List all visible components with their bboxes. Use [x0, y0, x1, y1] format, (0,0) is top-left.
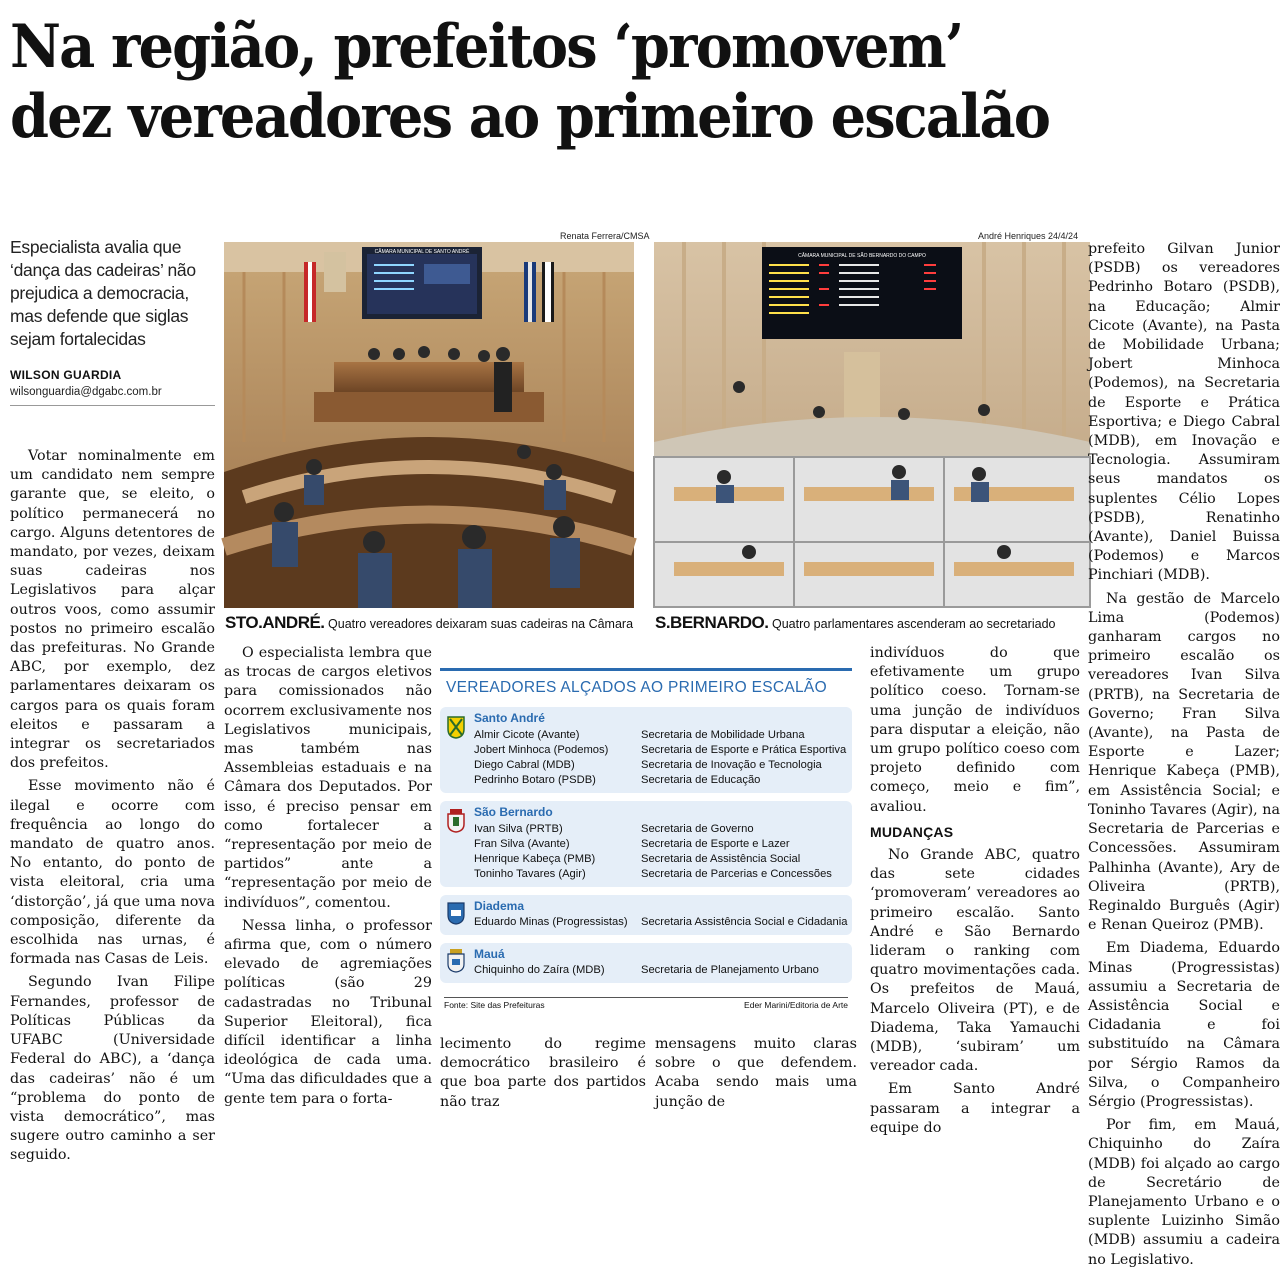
vereador-name: Ivan Silva (PRTB)	[474, 823, 563, 835]
vereador-name: Chiquinho do Zaíra (MDB)	[474, 964, 605, 976]
paragraph: Nessa linha, o professor afirma que, com o número elevado de agremiações políticas (são 29 cadastradas no Tribunal Superior Eleitoral), fica difícil identificar a linha ideológica de cada uma. “Uma das dificuldades que a gente tem para o forta-	[224, 917, 432, 1107]
city-box-santo-andre	[440, 707, 852, 793]
photo-caption-santo-andre	[225, 613, 633, 633]
secretaria: Secretaria de Educação	[641, 774, 761, 786]
caption-city: STO.ANDRÉ.	[225, 613, 325, 632]
article-column-2	[224, 644, 432, 1113]
paragraph: No Grande ABC, quatro das sete cidades ‘promoveram’ vereadores ao primeiro escalão. Santo André e São Bernardo lideram o ranking com quatro movimentações cada. Os prefeitos de Mauá, Marcelo Oliveira (PT), e de Diadema, Taka Yamauchi (MDB), ‘subiram’ um vereador cada.	[870, 847, 1080, 1075]
vereador-name: Henrique Kabeça (PMB)	[474, 853, 596, 865]
divider	[10, 405, 215, 406]
photo-santo-andre	[224, 242, 634, 608]
chamber-photo-illustration	[224, 242, 634, 608]
infographic-art-credit: Eder Marini/Editoria de Arte	[744, 1000, 848, 1010]
city-box-sao-bernardo	[440, 801, 852, 887]
city-box-diadema	[440, 895, 852, 935]
secretaria: Secretaria de Inovação e Tecnologia	[641, 759, 822, 771]
screen-title: CÂMARA MUNICIPAL DE SÃO BERNARDO DO CAMPO	[798, 253, 926, 259]
article-column-3	[440, 1035, 646, 1116]
paragraph: Esse movimento não é ilegal e ocorre com frequência ao longo do mandato de quatro anos. No entanto, do ponto de vista eleitoral, cria uma ‘distorção’, já que uma nova composição, diferente da escolhida nas urnas, é formada nas Casas de Leis.	[10, 778, 215, 968]
article-column-4	[655, 1035, 857, 1116]
headline-line-1: Na região, prefeitos ‘promovem’	[10, 12, 963, 82]
infographic-title: VEREADORES ALÇADOS AO PRIMEIRO ESCALÃO	[446, 679, 827, 696]
secretaria: Secretaria de Governo	[641, 823, 754, 835]
photo-caption-sao-bernardo	[655, 613, 1055, 633]
city-name: São Bernardo	[474, 805, 553, 819]
caption-text: Quatro vereadores deixaram suas cadeiras na Câmara	[324, 617, 634, 631]
caption-city: S.BERNARDO.	[655, 613, 769, 632]
paragraph: indivíduos do que efetivamente um grupo político coeso. Tornam-se uma junção de indivíduos para disputar a eleição, não um grupo político coeso com projeto definido com começo, meio e fim”, avaliou.	[870, 645, 1080, 815]
lede: Especialista avalia que ‘dança das cadeiras’ não prejudica a democracia, mas defende que siglas sejam fortalecidas	[10, 237, 196, 349]
photo-credit: André Henriques 24/4/24	[978, 231, 1079, 241]
vereador-name: Fran Silva (Avante)	[474, 838, 570, 850]
secretaria: Secretaria de Mobilidade Urbana	[641, 729, 805, 741]
byline: WILSON GUARDIA	[10, 368, 122, 382]
photo-credit: Renata Ferrera/CMSA	[560, 231, 650, 241]
city-name: Diadema	[474, 899, 525, 913]
paragraph: Votar nominalmente em um candidato nem sempre garante que, se eleito, o político permanecerá no cargo. Alguns detentores de mandato, por vezes, deixam suas cadeiras nos Legislativos para alçar outros voos, como assumir postos no primeiro escalão das prefeituras. No Grande ABC, por exemplo, dez parlamentares deixaram os cargos para os quais foram eleitos e passaram a integrar os secretariados dos prefeitos.	[10, 448, 215, 772]
city-name: Santo André	[474, 711, 545, 725]
vereador-name: Toninho Tavares (Agir)	[474, 868, 586, 880]
vereador-name: Almir Cicote (Avante)	[474, 729, 580, 741]
infographic-source: Fonte: Site das Prefeituras	[444, 1000, 545, 1010]
paragraph: Segundo Ivan Filipe Fernandes, professor de Políticas Públicas da UFABC (Universidade Federal do ABC), a ‘dança das cadeiras’ não é um “problema do ponto de vista democrático”, mas sugere outro caminho a ser seguido.	[10, 974, 215, 1164]
paragraph: Em Diadema, Eduardo Minas (Progressistas) assumiu a Secretaria de Assistência Social e Cidadania e foi substituído na Câmara por Sérgio Ramos da Silva, o Companheiro Sérgio (Progressistas).	[1088, 940, 1280, 1110]
vereador-name: Eduardo Minas (Progressistas)	[474, 916, 628, 928]
paragraph: prefeito Gilvan Junior (PSDB) os vereadores Pedrinho Botaro (PSDB), na Educação; Almir Cicote (Avante), na Pasta de Mobilidade Urbana; Jobert Minhoca (Podemos), na Secretaria de Esporte e Prática Esportiva; e Diego Cabral (MDB), em Inovação e Tecnologia. Assumiram seus mandatos os suplentes Célio Lopes (PSDB), Renatinho (Avante), Daniel Buissa (Podemos) e Marcos Pinchiari (MDB).	[1088, 241, 1280, 584]
caption-text: Quatro parlamentares ascenderam ao secretariado	[768, 617, 1056, 631]
paragraph: Em Santo André passaram a integrar a equipe do	[870, 1081, 1080, 1136]
section-heading: MUDANÇAS	[870, 823, 954, 840]
diadema-crest-icon	[446, 901, 466, 925]
chamber-photo-illustration	[654, 242, 1090, 608]
secretaria: Secretaria de Esporte e Lazer	[641, 838, 790, 850]
santo-andre-crest-icon	[446, 715, 466, 739]
vereador-name: Pedrinho Botaro (PSDB)	[474, 774, 596, 786]
paragraph: Por fim, em Mauá, Chiquinho do Zaíra (MDB) foi alçado ao cargo de Secretário de Planejamento Urbano e o suplente Luizinho Simão (MDB) assumiu a cadeira no Legislativo.	[1088, 1117, 1280, 1268]
headline-line-2: dez vereadores ao primeiro escalão	[10, 82, 1050, 152]
sao-bernardo-crest-icon	[446, 809, 466, 833]
maua-crest-icon	[446, 949, 466, 973]
secretaria: Secretaria de Planejamento Urbano	[641, 964, 819, 976]
author-email[interactable]: wilsonguardia@dgabc.com.br	[10, 386, 162, 398]
secretaria: Secretaria Assistência Social e Cidadania	[641, 916, 848, 928]
secretaria: Secretaria de Esporte e Prática Esportiva	[641, 744, 847, 756]
secretaria: Secretaria de Parcerias e Concessões	[641, 868, 832, 880]
paragraph: mensagens muito claras sobre o que defendem. Acaba sendo mais uma junção de	[655, 1036, 857, 1110]
infographic-vereadores	[440, 668, 852, 1012]
infographic-footer	[444, 997, 848, 1010]
city-box-maua	[440, 943, 852, 983]
paragraph: lecimento do regime democrático brasileiro é que boa parte dos partidos não traz	[440, 1036, 646, 1110]
paragraph: O especialista lembra que as trocas de cargos eletivos para comissionados não ocorrem exclusivamente nos Legislativos municipais, mas também nas Assembleias estaduais e na Câmara dos Deputados. Por isso, é preciso pensar em como fortalecer a “representação por meio de partidos” ante a “representação por meio de indivíduos”, comentou.	[224, 645, 432, 911]
article-column-6	[1088, 240, 1280, 1274]
secretaria: Secretaria de Assistência Social	[641, 853, 801, 865]
city-name: Mauá	[474, 947, 505, 961]
article-column-1	[10, 447, 215, 1170]
paragraph: Na gestão de Marcelo Lima (Podemos) ganharam cargos no primeiro escalão os vereadores Ivan Silva (PRTB), na Secretaria de Governo; Fran Silva (Avante), na Pasta de Esporte e Lazer; Henrique Kabeça (PMB), em Assistência Social; e Toninho Tavares (Agir), na Secretaria de Parcerias e Concessões. Assumiram Palhinha (Avante), Ary de Oliveira (PRTB), Reginaldo Burguês (Agir) e Renan Queiroz (PMB).	[1088, 590, 1280, 934]
vereador-name: Jobert Minhoca (Podemos)	[474, 744, 609, 756]
screen-title: CÂMARA MUNICIPAL DE SANTO ANDRÉ	[374, 249, 470, 255]
vereador-name: Diego Cabral (MDB)	[474, 759, 575, 771]
headline	[10, 12, 1191, 152]
photo-sao-bernardo	[654, 242, 1090, 608]
article-column-5	[870, 644, 1080, 1142]
